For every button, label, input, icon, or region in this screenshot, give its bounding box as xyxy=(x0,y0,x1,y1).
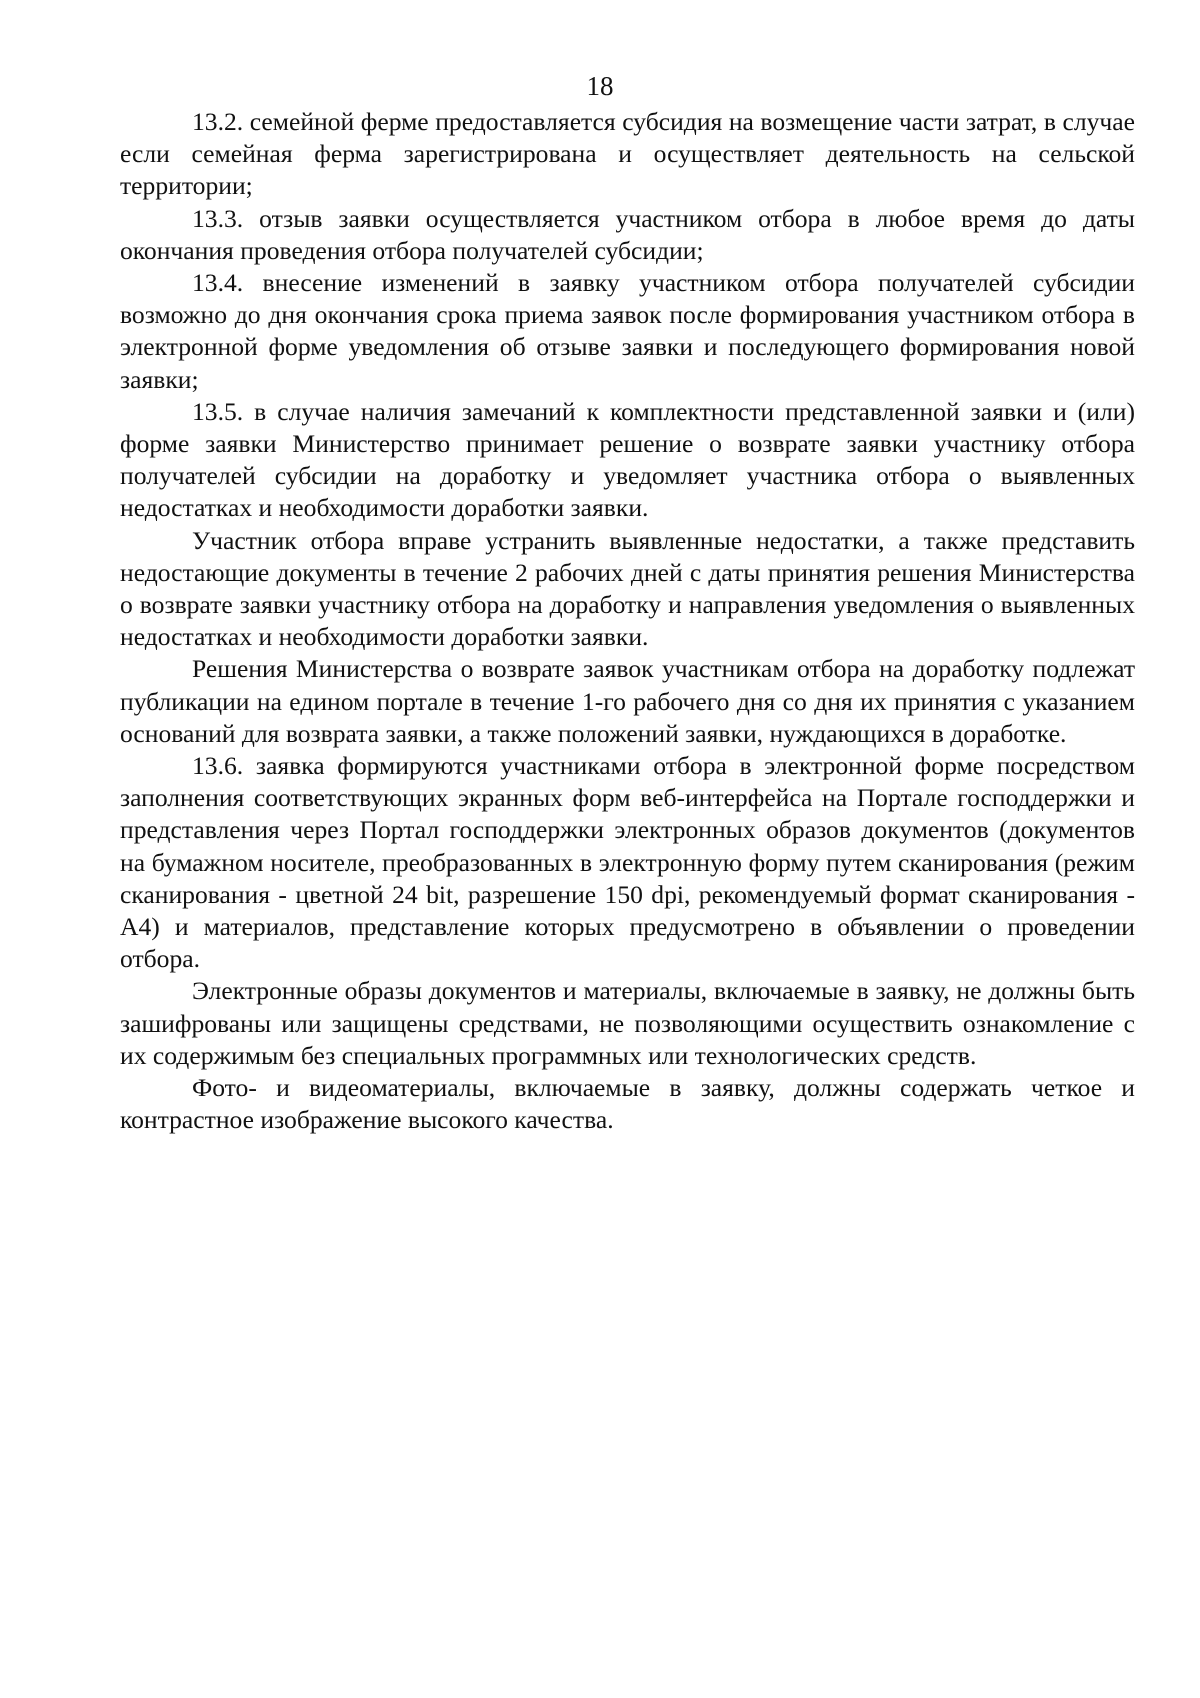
paragraph-electronic-images: Электронные образы документов и материалы, включаемые в заявку, не должны быть зашифрованы или защищены средствами, не позволяющими осуществить ознакомление с их содержимым без специальных программных или технологических средств. xyxy=(120,976,1135,1070)
paragraph-participant-right: Участник отбора вправе устранить выявленные недостатки, а также представить недостающие документы в течение 2 рабочих дней с даты принятия решения Министерства о возврате заявки участнику отбора на доработку и направления уведомления о выявленных недостатках и необходимости доработки заявки. xyxy=(120,525,1135,652)
paragraph-return-decisions: Решения Министерства о возврате заявок участникам отбора на доработку подлежат публикации на едином портале в течение 1-го рабочего дня со дня их принятия с указанием оснований для возврата заявки, а также положений заявки, нуждающихся в доработке. xyxy=(120,654,1135,748)
paragraph-13-6: 13.6. заявка формируются участниками отбора в электронной форме посредством заполнения соответствующих экранных форм веб-интерфейса на Портале господдержки и представления через Портал господдержки электронных образов документов (документов на бумажном носителе, преобразованных в электронную форму путем сканирования (режим сканирования - цветной 24 bit, разрешение 150 dpi, рекомендуемый формат сканирования - А4) и материалов, представление которых предусмотрено в объявлении о проведении отбора. xyxy=(120,751,1135,974)
paragraph-13-3: 13.3. отзыв заявки осуществляется участником отбора в любое время до даты окончания проведения отбора получателей субсидии; xyxy=(120,203,1135,265)
paragraph-13-2: 13.2. семейной ферме предоставляется субсидия на возмещение части затрат, в случае если семейная ферма зарегистрирована и осуществляет деятельность на сельской территории; xyxy=(120,107,1135,201)
paragraph-photo-video: Фото- и видеоматериалы, включаемые в заявку, должны содержать четкое и контрастное изображение высокого качества. xyxy=(120,1073,1135,1135)
paragraph-13-4: 13.4. внесение изменений в заявку участником отбора получателей субсидии возможно до дня окончания срока приема заявок после формирования участником отбора в электронной форме уведомления об отзыве заявки и последующего формирования новой заявки; xyxy=(120,268,1135,394)
document-body xyxy=(120,106,1135,1137)
paragraph-13-5: 13.5. в случае наличия замечаний к комплектности представленной заявки и (или) форме заявки Министерство принимает решение о возврате заявки участнику отбора получателей субсидии на доработку и уведомляет участника отбора о выявленных недостатках и необходимости доработки заявки. xyxy=(120,396,1135,523)
page-number: 18 xyxy=(586,71,614,101)
